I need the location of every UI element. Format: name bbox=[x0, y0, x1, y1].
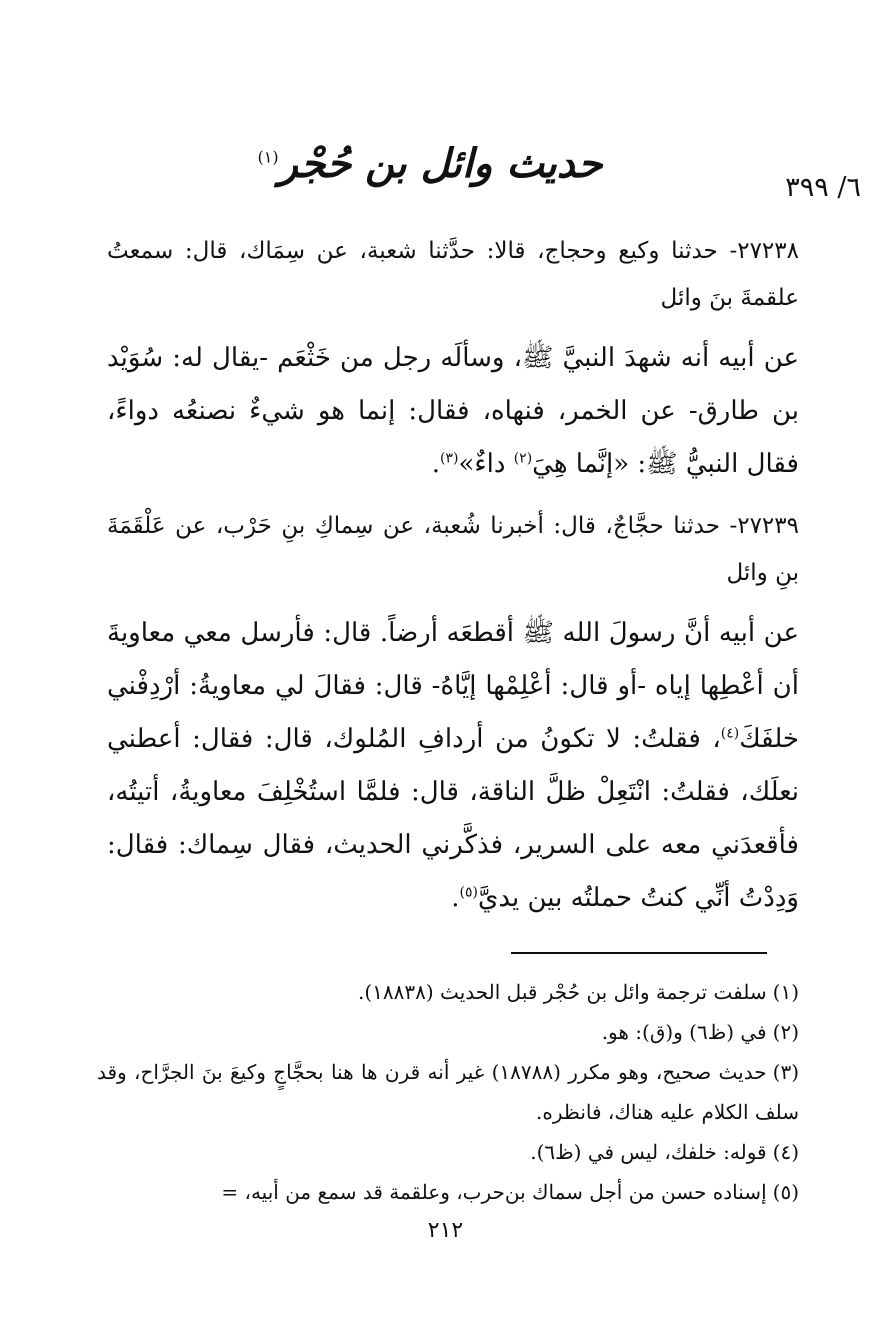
footnote-5 bbox=[97, 1172, 799, 1212]
footnote-3 bbox=[97, 1052, 799, 1132]
hadith-27238-chain: ٢٧٢٣٨- حدثنا وكيع وحجاج، قالا: حدَّثنا شعبة، عن سِمَاك، قال: سمعتُ علقمةَ بنَ وائل bbox=[107, 238, 799, 311]
volume-page-reference: ٦/ ٣٩٩ bbox=[785, 172, 861, 203]
footnote-1 bbox=[97, 972, 799, 1012]
hadith-27238-text bbox=[107, 332, 799, 491]
footnote-4 bbox=[97, 1132, 799, 1172]
footnote-text: قوله: خلفك، ليس في (ظ٦). bbox=[530, 1140, 767, 1164]
hadith-27238-text-part-a: عن أبيه أنه شهدَ النبيَّ ﷺ، وسألَه رجل من خَثْعَم -يقال له: سُوَيْد بن طارق- عن الخمر، فنهاه، فقال: إنما هو شيءٌ نصنعُه دواءً، فقال النبيُّ ﷺ: «إنَّما هِيَ bbox=[107, 343, 799, 479]
footnote-2 bbox=[97, 1012, 799, 1052]
hadith-27238-text-part-b: داءٌ» bbox=[458, 449, 514, 479]
page-number: ٢١٢ bbox=[427, 1218, 464, 1243]
footnote-text: سلفت ترجمة وائل بن حُجْر قبل الحديث (١٨٨٣٨). bbox=[358, 980, 767, 1004]
footnote-number: (٣) bbox=[772, 1060, 799, 1084]
hadith-27239-chain: ٢٧٢٣٩- حدثنا حجَّاجٌ، قال: أخبرنا شُعبة، عن سِماكِ بنِ حَرْب، عن عَلْقَمَةَ بنِ وائل bbox=[107, 513, 799, 586]
footnote-text: حديث صحيح، وهو مكرر (١٨٧٨٨) غير أنه قرن ها هنا بحجَّاجٍ وكيعَ بنَ الجرَّاح، وقد سلف الكلام عليه هناك، فانظره. bbox=[97, 1060, 799, 1124]
footnote-number: (١) bbox=[772, 980, 799, 1004]
hadith-27239-text-end: . bbox=[451, 883, 460, 913]
section-title-text: حديث وائل بن حُجْر bbox=[278, 140, 603, 187]
footnote-ref-5: (٥) bbox=[459, 884, 478, 901]
section-title bbox=[230, 140, 630, 187]
footnote-number: (٥) bbox=[772, 1180, 799, 1204]
footnote-divider bbox=[511, 952, 767, 954]
footnote-number: (٢) bbox=[772, 1020, 799, 1044]
hadith-27239-text-part-b: ، فقلتُ: لا تكونُ من أردافِ المُلوك، قال: فقال: أعطني نعلَك، فقلتُ: انْتَعِلْ ظلَّ الناقة، قال: فلمَّا استُخْلِفَ معاويةُ، أتيتُه، فأقعدَني معه على السرير، فذكَّرني الحديث، فقال سِماك: فقال: وَدِدْتُ أنِّي كنتُ حملتُه بين يديَّ bbox=[107, 724, 799, 913]
footnote-ref-2: (٢) bbox=[513, 450, 533, 467]
footnote-text: في (ظ٦) و(ق): هو. bbox=[601, 1020, 767, 1044]
footnote-text: إسناده حسن من أجل سماك بن‌حرب، وعلقمة قد سمع من أبيه، = bbox=[221, 1180, 767, 1204]
hadith-27239-text bbox=[107, 607, 799, 925]
footnote-ref-3: (٣) bbox=[440, 450, 459, 467]
footnote-number: (٤) bbox=[772, 1140, 799, 1164]
main-text bbox=[107, 228, 799, 925]
footnotes bbox=[97, 972, 799, 1212]
hadith-27238-text-end: . bbox=[431, 449, 441, 479]
hadith-27239-text-part-a: عن أبيه أنَّ رسولَ الله ﷺ أقطعَه أرضاً. قال: فأرسل معي معاويةَ أن أعْطِها إياه -أو قال: أعْلِمْها إيَّاهُ- قال: فقالَ لي معاويةُ: أرْدِفْني خلفَكَ bbox=[107, 618, 799, 754]
footnote-ref-4: (٤) bbox=[720, 725, 740, 742]
title-footnote-marker: (١) bbox=[257, 147, 279, 167]
